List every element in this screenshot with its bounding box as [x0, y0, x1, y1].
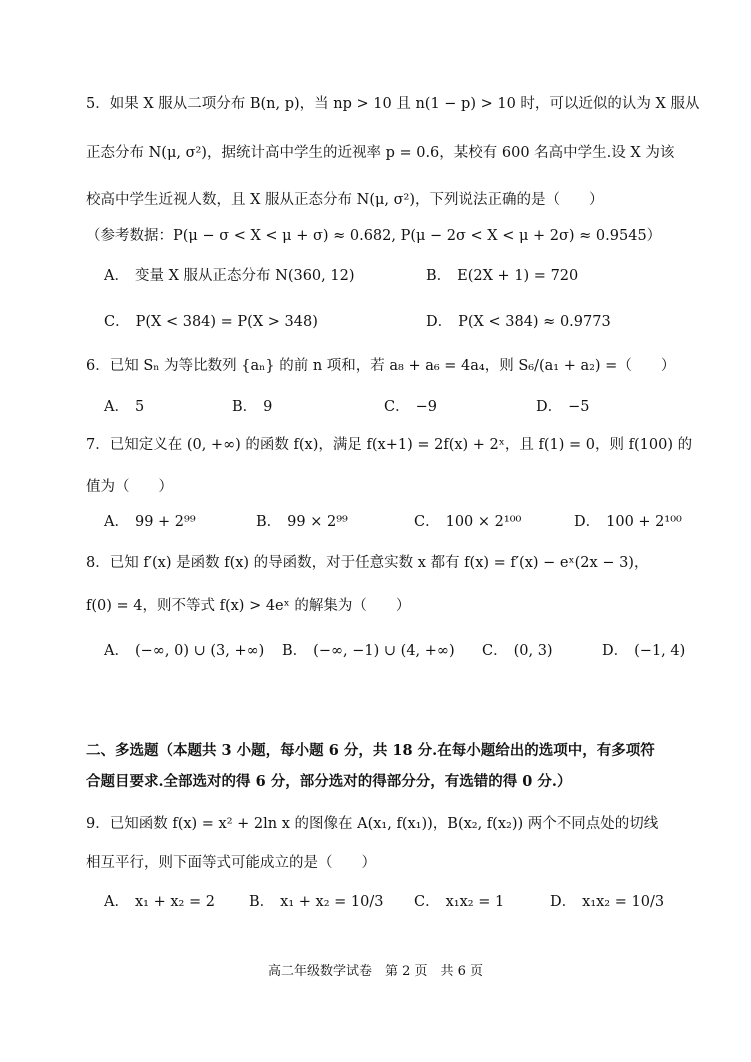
q5-options-row-2	[104, 312, 691, 336]
q5-options-row-1	[104, 266, 691, 290]
q7-option-c: C． 100 × 2¹⁰⁰	[414, 514, 522, 530]
q7-line-1: 7．已知定义在 (0, +∞) 的函数 f(x)，满足 f(x+1) = 2f(x) + 2ˣ，且 f(1) = 0，则 f(100) 的	[86, 437, 693, 453]
q5-line-2: 正态分布 N(μ, σ²)，据统计高中学生的近视率 p = 0.6，某校有 600 名高中学生.设 X 为该	[86, 145, 675, 161]
q6-line-1: 6．已知 Sₙ 为等比数列 {aₙ} 的前 n 项和，若 a₈ + a₆ = 4a₄，则 S₆/(a₁ + a₂) =（ ）	[86, 358, 676, 374]
q9-options-row	[104, 892, 691, 916]
q9-option-d: D． x₁x₂ = 10/3	[550, 894, 665, 910]
q8-options-row	[104, 641, 691, 665]
page-footer: 高二年级数学试卷 第 2 页 共 6 页	[267, 964, 484, 979]
q7-options-row	[104, 512, 691, 536]
q9-option-b: B． x₁ + x₂ = 10/3	[249, 894, 384, 910]
q9-line-1: 9．已知函数 f(x) = x² + 2ln x 的图像在 A(x₁, f(x₁))，B(x₂, f(x₂)) 两个不同点处的切线	[86, 816, 659, 832]
q8-option-b: B． (−∞, −1) ∪ (4, +∞)	[282, 643, 455, 659]
q5-option-a: A． 变量 X 服从正态分布 N(360, 12)	[104, 268, 355, 284]
q6-options-row	[104, 397, 691, 421]
q5-line-3: 校高中学生近视人数，且 X 服从正态分布 N(μ, σ²)，下列说法正确的是（ ）	[86, 192, 604, 208]
q8-option-d: D． (−1, 4)	[602, 643, 686, 659]
q7-option-a: A． 99 + 2⁹⁹	[104, 514, 196, 530]
q7-line-2: 值为（ ）	[86, 479, 173, 495]
q6-option-a: A． 5	[104, 399, 145, 415]
q5-option-b: B． E(2X + 1) = 720	[426, 268, 579, 284]
q6-option-d: D． −5	[536, 399, 590, 415]
q7-option-b: B． 99 × 2⁹⁹	[256, 514, 348, 530]
q6-option-b: B． 9	[232, 399, 273, 415]
section2-heading-line-1: 二、多选题（本题共 3 小题，每小题 6 分，共 18 分.在每小题给出的选项中，有多项符	[86, 742, 655, 759]
q5-line-1: 5．如果 X 服从二项分布 B(n, p)，当 np > 10 且 n(1 − p) > 10 时，可以近似的认为 X 服从	[86, 96, 700, 112]
q5-option-d: D． P(X < 384) ≈ 0.9773	[426, 314, 611, 330]
q8-option-a: A． (−∞, 0) ∪ (3, +∞)	[104, 643, 265, 659]
q7-option-d: D． 100 + 2¹⁰⁰	[574, 514, 682, 530]
q8-option-c: C． (0, 3)	[482, 643, 553, 659]
q8-line-2: f(0) = 4，则不等式 f(x) > 4eˣ 的解集为（ ）	[86, 598, 411, 614]
q5-option-c: C． P(X < 384) = P(X > 348)	[104, 314, 318, 330]
q6-option-c: C． −9	[384, 399, 437, 415]
q8-line-1: 8．已知 f′(x) 是函数 f(x) 的导函数，对于任意实数 x 都有 f(x) = f′(x) − eˣ(2x − 3)，	[86, 555, 649, 571]
section2-heading-line-2: 合题目要求.全部选对的得 6 分，部分选对的得部分分，有选错的得 0 分.）	[86, 773, 572, 790]
q9-line-2: 相互平行，则下面等式可能成立的是（ ）	[86, 855, 376, 871]
q9-option-a: A． x₁ + x₂ = 2	[104, 894, 215, 910]
q5-line-4: （参考数据：P(μ − σ < X < μ + σ) ≈ 0.682, P(μ − 2σ < X < μ + 2σ) ≈ 0.9545）	[86, 228, 662, 244]
q9-option-c: C． x₁x₂ = 1	[414, 894, 505, 910]
